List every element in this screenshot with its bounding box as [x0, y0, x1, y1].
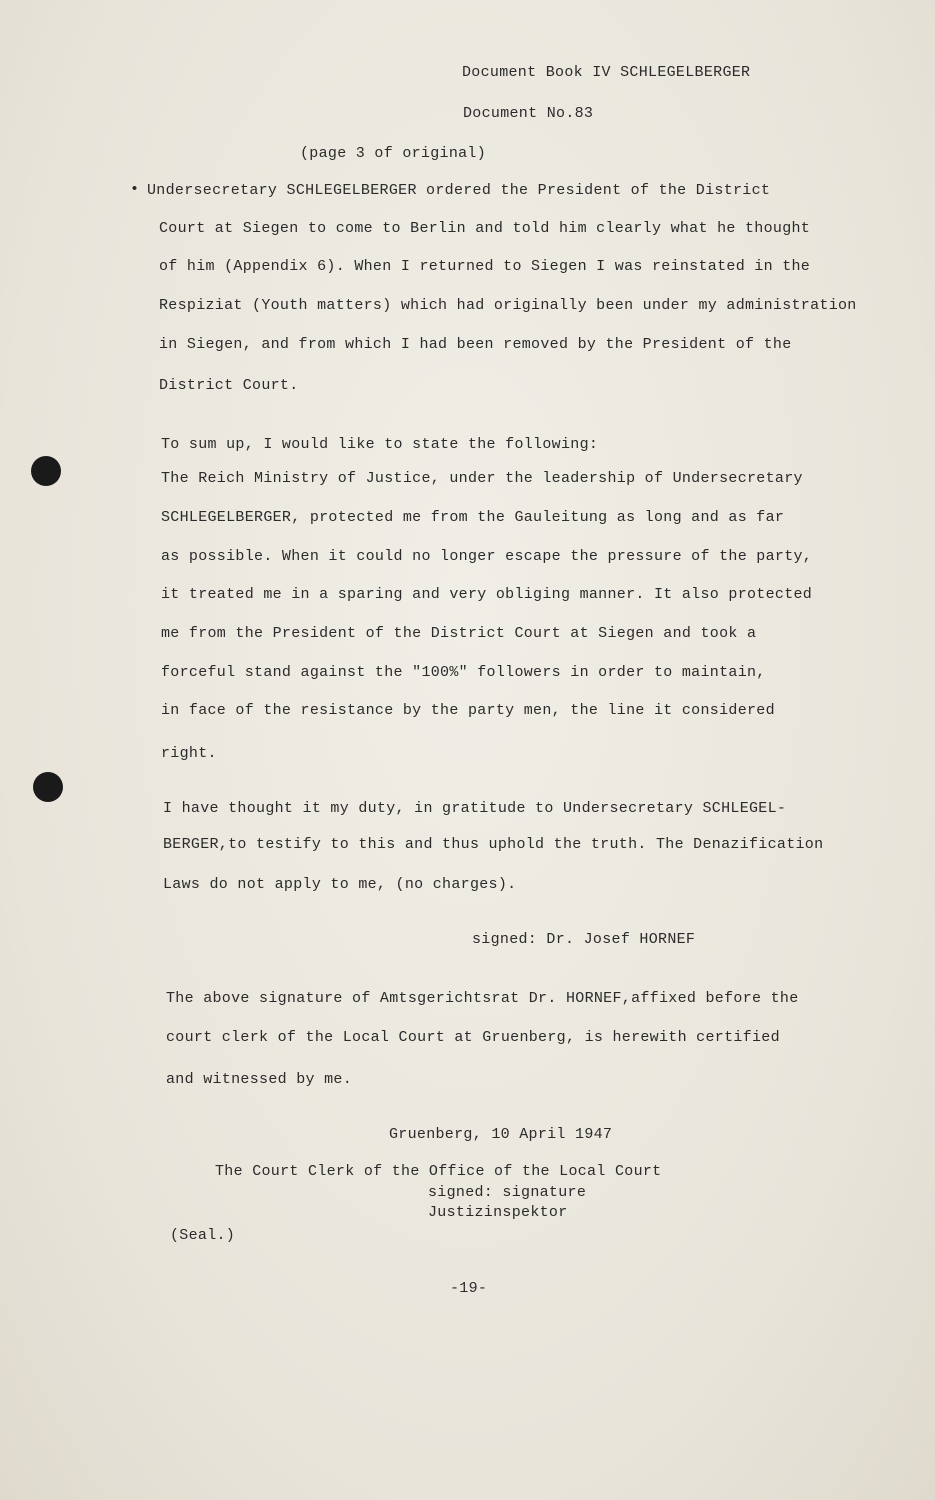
document-book-title: Document Book IV SCHLEGELBERGER [462, 64, 751, 81]
text-line: right. [161, 745, 217, 762]
page-number: -19- [450, 1280, 488, 1297]
text-line: Undersecretary SCHLEGELBERGER ordered the President of the District [147, 182, 771, 199]
text-line: The above signature of Amtsgerichtsrat Dr. HORNEF,affixed before the [166, 990, 799, 1007]
text-line: The Reich Ministry of Justice, under the leadership of Undersecretary [161, 470, 803, 487]
text-line: as possible. When it could no longer escape the pressure of the party, [161, 548, 813, 565]
clerk-title: The Court Clerk of the Office of the Local Court [215, 1163, 662, 1180]
text-line: I have thought it my duty, in gratitude to Undersecretary SCHLEGEL- [163, 800, 787, 817]
clerk-rank: Justizinspektor [428, 1204, 568, 1221]
text-line: To sum up, I would like to state the following: [161, 436, 599, 453]
text-line: and witnessed by me. [166, 1071, 353, 1088]
place-date: Gruenberg, 10 April 1947 [389, 1126, 613, 1143]
text-line: District Court. [159, 377, 299, 394]
punch-hole [31, 456, 61, 486]
bullet-mark: • [130, 181, 140, 198]
text-line: Laws do not apply to me, (no charges). [163, 876, 517, 893]
text-line: court clerk of the Local Court at Gruenberg, is herewith certified [166, 1029, 780, 1046]
page-reference: (page 3 of original) [300, 145, 487, 162]
document-number: Document No.83 [463, 105, 594, 122]
punch-hole [33, 772, 63, 802]
signature-line: signed: Dr. Josef HORNEF [472, 931, 696, 948]
text-line: BERGER,to testify to this and thus uphold the truth. The Denazification [163, 836, 824, 853]
text-line: me from the President of the District Court at Siegen and took a [161, 625, 757, 642]
text-line: Court at Siegen to come to Berlin and told him clearly what he thought [159, 220, 811, 237]
text-line: in face of the resistance by the party men, the line it considered [161, 702, 775, 719]
text-line: in Siegen, and from which I had been removed by the President of the [159, 336, 792, 353]
seal-note: (Seal.) [170, 1227, 236, 1244]
text-line: of him (Appendix 6). When I returned to Siegen I was reinstated in the [159, 258, 811, 275]
clerk-signed: signed: signature [428, 1184, 587, 1201]
text-line: forceful stand against the "100%" followers in order to maintain, [161, 664, 766, 681]
text-line: it treated me in a sparing and very obliging manner. It also protected [161, 586, 813, 603]
text-line: Respiziat (Youth matters) which had originally been under my administration [159, 297, 857, 314]
text-line: SCHLEGELBERGER, protected me from the Gauleitung as long and as far [161, 509, 785, 526]
